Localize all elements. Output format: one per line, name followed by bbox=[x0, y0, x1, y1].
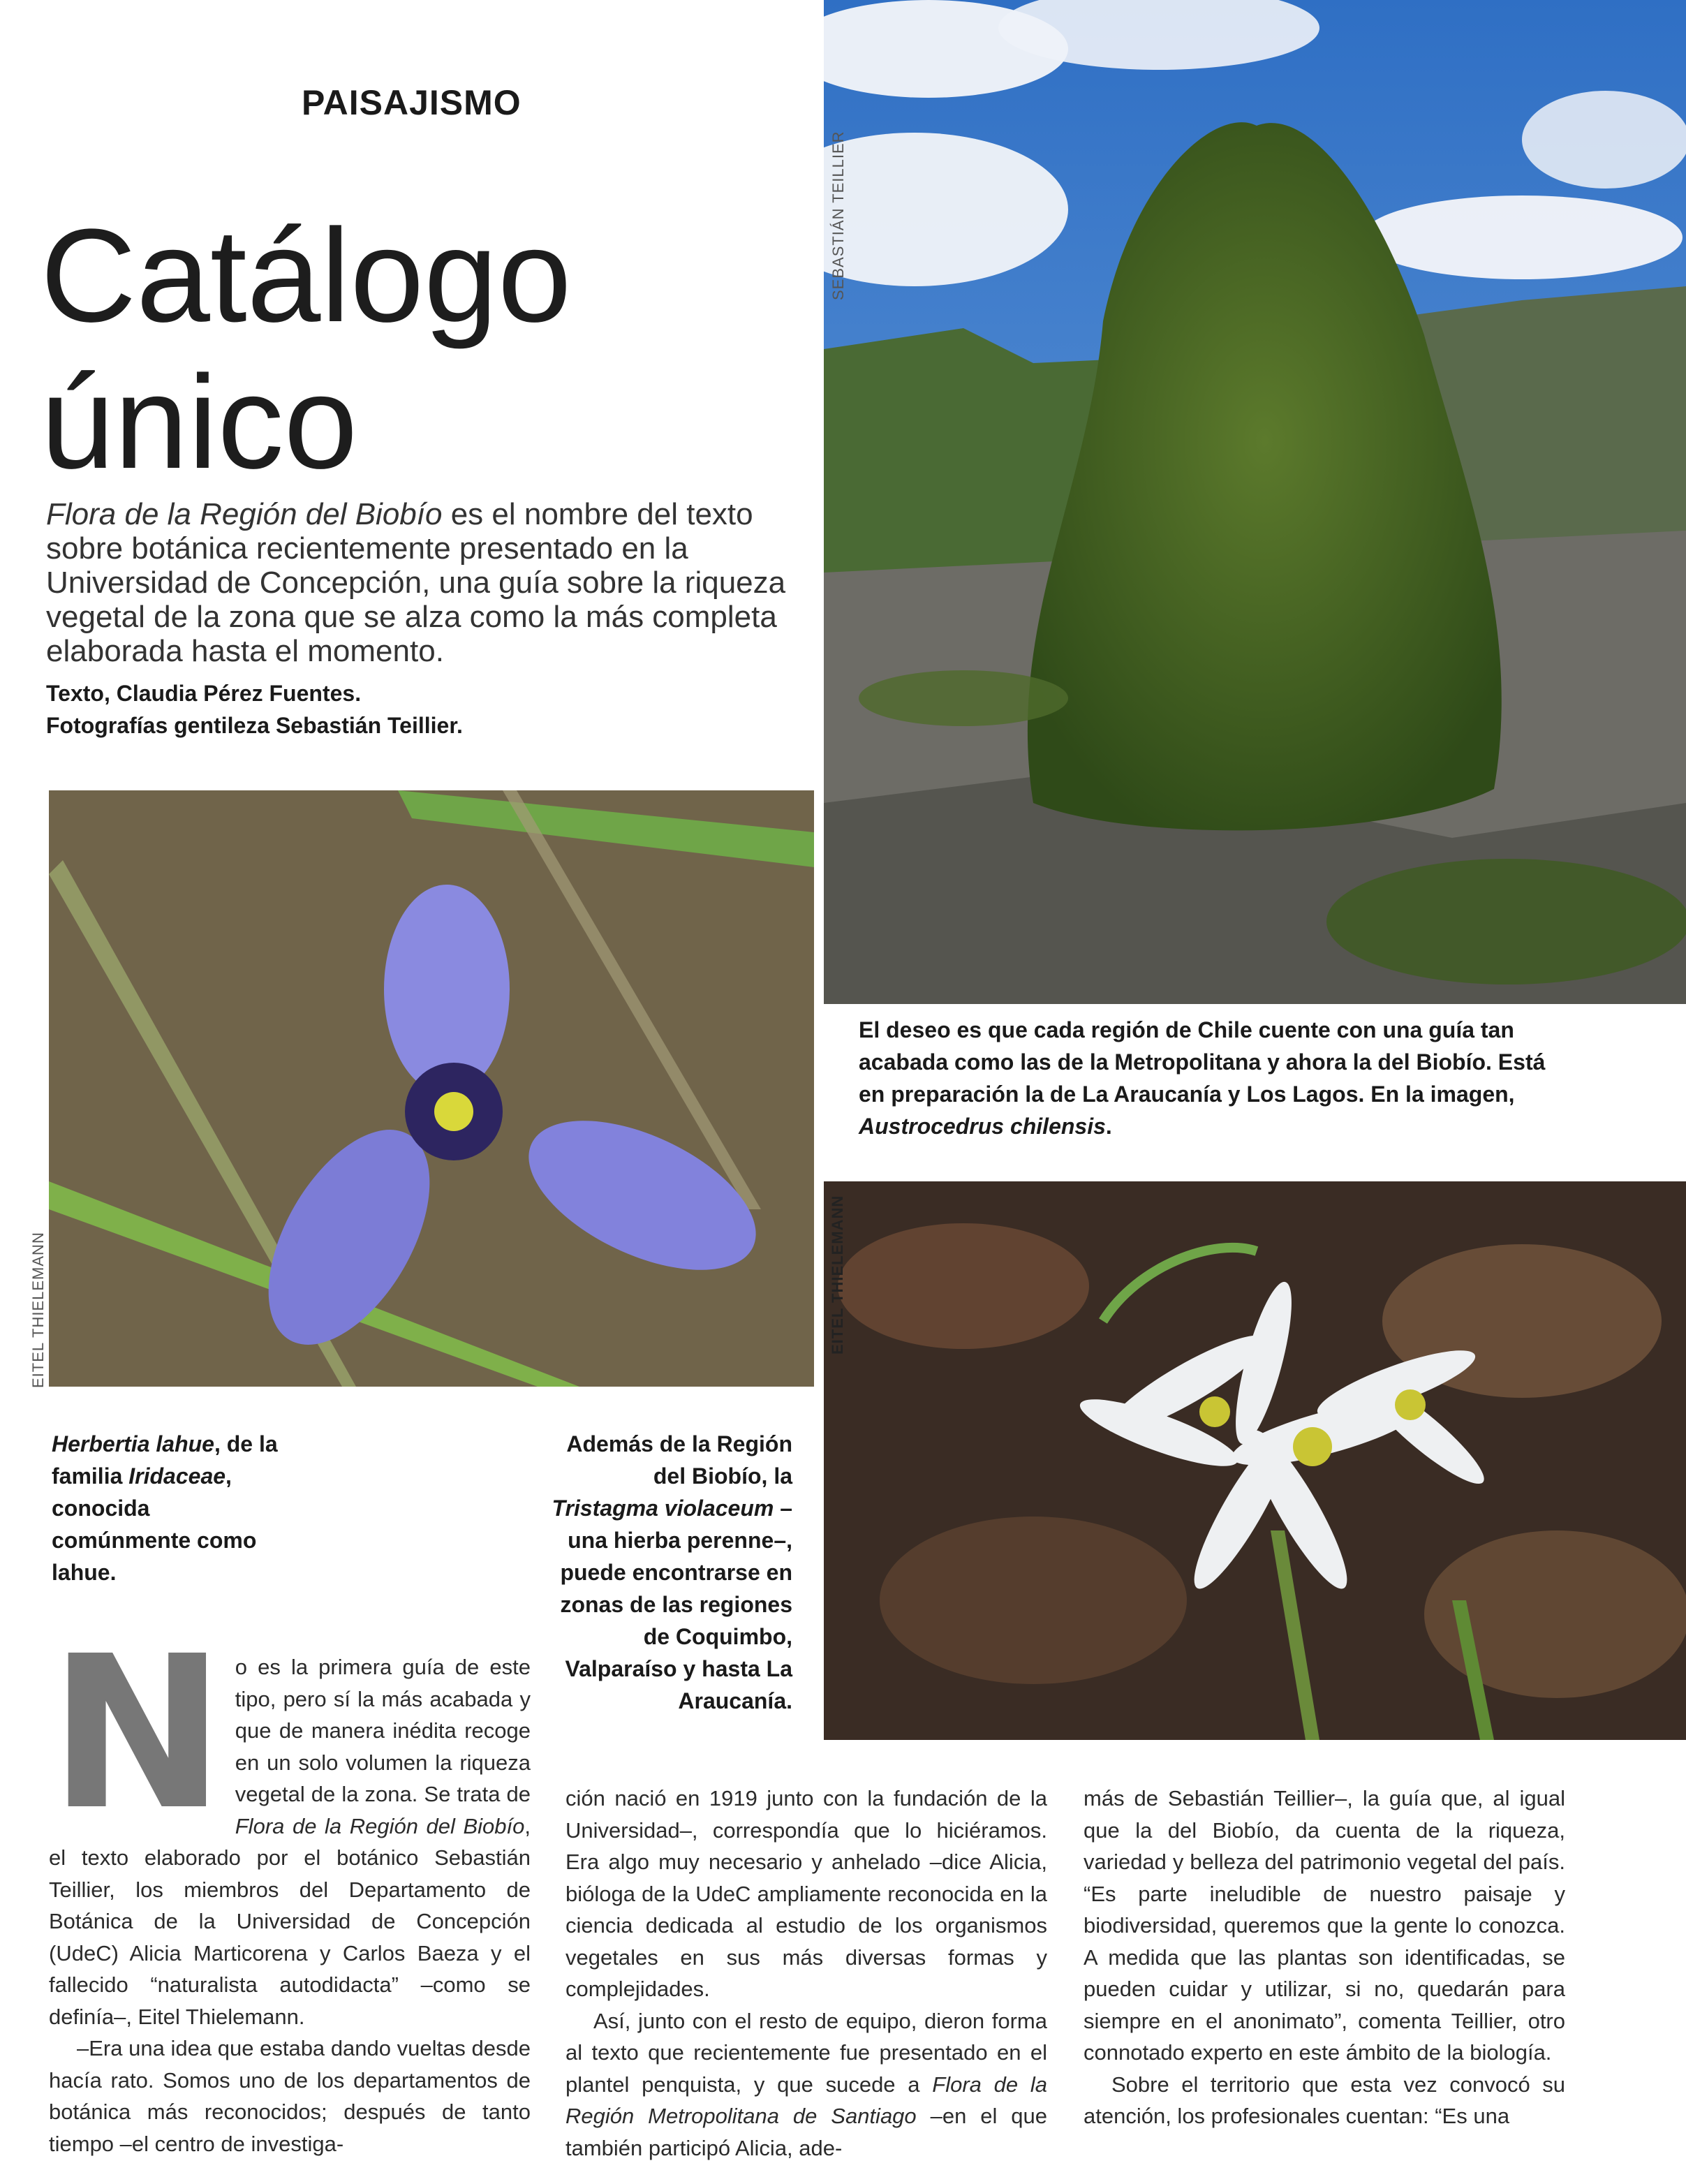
body-book-title: Flora de la Región Metropolitana de Santiago bbox=[565, 2072, 1047, 2128]
caption-tristagma-species: Tristagma violaceum bbox=[552, 1496, 774, 1521]
intro-paragraph bbox=[46, 497, 786, 668]
caption-iris-family: Iridaceae bbox=[128, 1463, 226, 1489]
iris-photo bbox=[49, 790, 814, 1387]
body-book-title: Flora de la Región del Biobío bbox=[235, 1813, 525, 1838]
body-text: –en el que también participó Alicia, ade- bbox=[565, 2104, 1047, 2160]
body-paragraph bbox=[565, 2005, 1047, 2164]
title-line-1: Catálogo bbox=[40, 202, 572, 350]
intro-text: es el nombre del texto sobre botánica recientemente presentado en la Universidad de Concepción, una guía sobre la riqueza vegetal de la zona que se alza como la más completa elaborada hasta el momento. bbox=[46, 497, 786, 668]
title-line-2: único bbox=[40, 348, 358, 496]
caption-tree-species: Austrocedrus chilensis bbox=[859, 1114, 1106, 1139]
body-column-2 bbox=[565, 1783, 1047, 2164]
body-paragraph: –Era una idea que estaba dando vueltas desde hacía rato. Somos uno de los departamentos de botánica más reconocidos; después de tanto tiempo –el centro de investiga- bbox=[49, 2036, 531, 2156]
intro-book-title: Flora de la Región del Biobío bbox=[46, 497, 443, 531]
body-column-1 bbox=[49, 1611, 531, 2160]
section-label: PAISAJISMO bbox=[302, 83, 522, 122]
article-title bbox=[40, 202, 572, 496]
body-paragraph: Sobre el territorio que esta vez convocó su atención, los profesionales cuentan: “Es una bbox=[1084, 2072, 1565, 2128]
body-column-3 bbox=[1084, 1783, 1565, 2132]
byline bbox=[46, 677, 463, 741]
body-paragraph: ción nació en 1919 junto con la fundación de la Universidad–, correspondía que lo hiciéramos. Era algo muy necesario y anhelado –dice Alicia, bióloga de la UdeC ampliamente reconocida en la ciencia dedicada al estudio de los organismos vegetales en sus más diversas formas y complejidades. bbox=[565, 1786, 1047, 2001]
byline-photos: Fotografías gentileza Sebastián Teillier. bbox=[46, 713, 463, 738]
caption-tristagma-start: Además de la Región del Biobío, la bbox=[566, 1431, 792, 1489]
body-paragraph bbox=[49, 1611, 531, 2032]
body-text: , el texto elaborado por el botánico Sebastián Teillier, los miembros del Departamento de Botánica de la Universidad de Concepción (UdeC) Alicia Marticorena y Carlos Baeza y el fallecido “naturalista autodidacta” –como se definía–, Eitel Thielemann. bbox=[49, 1813, 531, 2029]
photo-credit-tree: SEBASTIÁN TEILLIER bbox=[829, 131, 847, 300]
caption-iris bbox=[52, 1428, 282, 1588]
body-text: o es la primera guía de este tipo, pero sí la más acabada y que de manera inédita recoge en un solo volumen la riqueza vegetal de la zona. Se trata de bbox=[235, 1655, 531, 1806]
tristagma-photo bbox=[824, 1181, 1686, 1740]
caption-tree-end: . bbox=[1105, 1114, 1112, 1139]
caption-iris-end: , conocida comúnmente como lahue. bbox=[52, 1463, 257, 1585]
tree-photo bbox=[824, 0, 1686, 1004]
caption-tree-text: El deseo es que cada región de Chile cuente con una guía tan acabada como las de la Metropolitana y ahora la del Biobío. Está en preparación la de La Araucanía y Los Lagos. En la imagen, bbox=[859, 1017, 1546, 1107]
caption-tristagma bbox=[552, 1428, 792, 1717]
caption-tree bbox=[859, 1014, 1557, 1142]
caption-iris-species: Herbertia lahue bbox=[52, 1431, 214, 1456]
body-paragraph: más de Sebastián Teillier–, la guía que, al igual que la del Biobío, da cuenta de la riqueza, variedad y belleza del patrimonio vegetal del país. “Es parte ineludible de nuestro paisaje y biodiversidad, queremos que la gente lo conozca. A medida que las plantas son identificadas, se pueden cuidar y utilizar, si no, quedarán para siempre en el anonimato”, comenta Teillier, otro connotado experto en este ámbito de la biología. bbox=[1084, 1786, 1565, 2065]
body-text: Así, junto con el resto de equipo, dieron forma al texto que recientemente fue presentado en el plantel penquista, y que sucede a bbox=[565, 2008, 1047, 2097]
photo-credit-iris: EITEL THIELEMANN bbox=[29, 1232, 47, 1388]
photo-credit-tristagma: EITEL THIELEMANN bbox=[829, 1195, 846, 1355]
caption-tristagma-end: –una hierba perenne–, puede encontrarse en zonas de las regiones de Coquimbo, Valparaíso y hasta La Araucanía. bbox=[560, 1496, 792, 1713]
caption-iris-mid: , de la familia bbox=[52, 1431, 278, 1489]
byline-author: Texto, Claudia Pérez Fuentes. bbox=[46, 681, 362, 706]
drop-cap: N bbox=[49, 1611, 225, 1857]
